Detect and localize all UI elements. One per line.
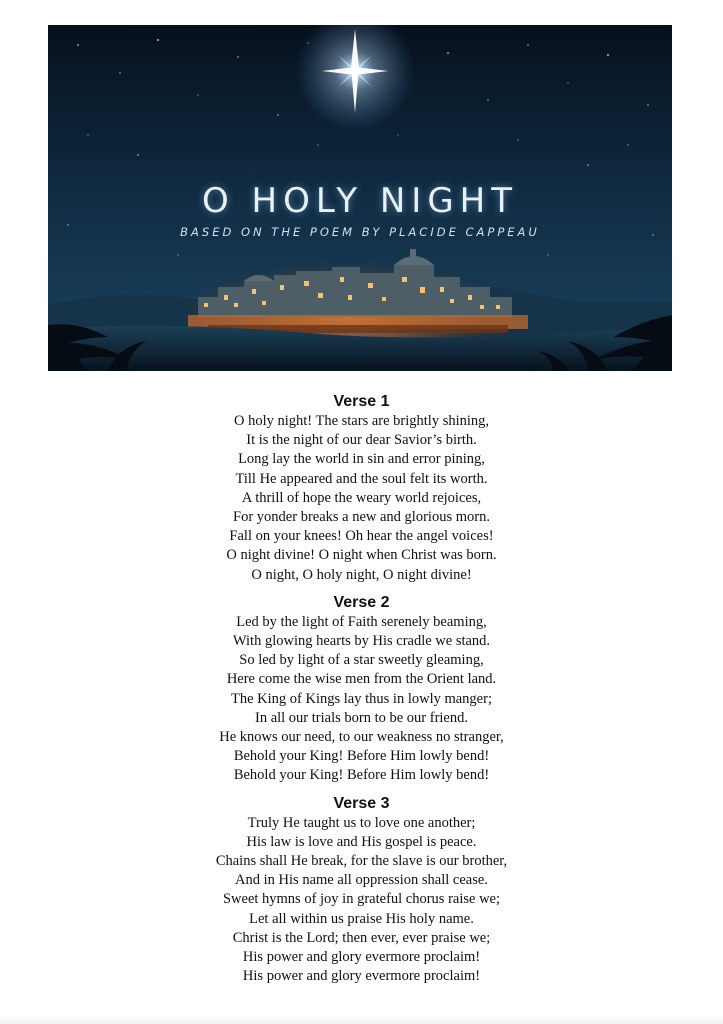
- lyrics-body: [0, 392, 723, 986]
- lyric-line: Led by the light of Faith serenely beaming,: [236, 613, 487, 630]
- header-banner-image: [48, 25, 672, 371]
- lyric-line: In all our trials born to be our friend.: [254, 709, 468, 726]
- lyric-line: Christ is the Lord; then ever, ever praise we;: [232, 929, 491, 946]
- lyric-line: O night divine! O night when Christ was born.: [226, 547, 497, 564]
- lyric-line: Let all within us praise His holy name.: [249, 910, 474, 927]
- page-bottom-edge: [0, 1014, 723, 1024]
- lyric-line: He knows our need, to our weakness no stranger,: [219, 729, 504, 746]
- lyric-line: O night, O holy night, O night divine!: [251, 566, 472, 583]
- lyric-line: So led by light of a star sweetly gleaming,: [239, 652, 484, 669]
- lyric-line: Behold your King! Before Him lowly bend!: [233, 767, 490, 784]
- lyric-line: His power and glory evermore proclaim!: [242, 968, 481, 985]
- lyric-line: Here come the wise men from the Orient land.: [226, 671, 497, 688]
- lyric-line: Fall on your knees! Oh hear the angel voices!: [229, 528, 494, 545]
- lyric-line: His law is love and His gospel is peace.: [246, 833, 477, 850]
- verse-heading: Verse 1: [333, 393, 390, 410]
- lyric-line: Truly He taught us to love one another;: [247, 814, 476, 831]
- verse-1: [0, 392, 723, 585]
- banner-title: O HOLY NIGHT: [201, 181, 519, 221]
- lyric-line: Chains shall He break, for the slave is our brother,: [215, 853, 508, 870]
- verse-heading: Verse 3: [333, 794, 390, 812]
- lyric-line: His power and glory evermore proclaim!: [242, 949, 481, 966]
- lyric-line: O holy night! The stars are brightly shining,: [233, 413, 490, 429]
- lyric-line: The King of Kings lay thus in lowly manger;: [231, 690, 492, 707]
- lyric-line: A thrill of hope the weary world rejoices,: [241, 489, 482, 506]
- verse-heading: Verse 2: [333, 593, 390, 611]
- banner-subtitle: BASED ON THE POEM BY PLACIDE CAPPEAU: [180, 225, 540, 239]
- lyric-line: For yonder breaks a new and glorious morn.: [233, 509, 490, 526]
- lyric-line: It is the night of our dear Savior’s birth.: [246, 432, 477, 449]
- verse-2: [0, 593, 723, 786]
- verse-3: [0, 794, 723, 987]
- lyric-line: And in His name all oppression shall cease.: [235, 872, 488, 889]
- lyric-line: Behold your King! Before Him lowly bend!: [233, 748, 490, 765]
- lyric-line: Sweet hymns of joy in grateful chorus raise we;: [222, 891, 501, 908]
- lyric-line: Till He appeared and the soul felt its worth.: [235, 470, 488, 487]
- lyric-line: With glowing hearts by His cradle we stand.: [232, 633, 491, 650]
- lyric-line: Long lay the world in sin and error pining,: [238, 451, 485, 468]
